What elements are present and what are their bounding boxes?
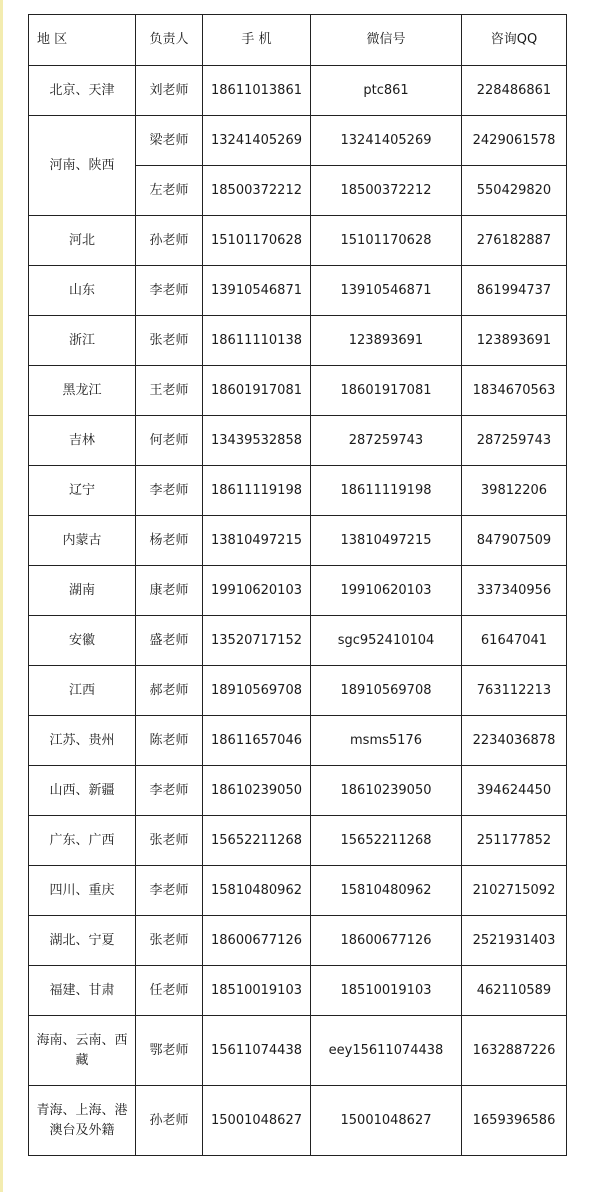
qq-cell: 763112213: [462, 666, 567, 716]
contact-table: [28, 14, 567, 1156]
region-cell: 江苏、贵州: [29, 716, 136, 766]
table-row: [29, 916, 567, 966]
wechat-cell: 18601917081: [311, 366, 462, 416]
table-row: [29, 766, 567, 816]
header-wechat: 微信号: [311, 15, 462, 66]
region-cell: 浙江: [29, 316, 136, 366]
table-row: [29, 216, 567, 266]
phone-cell: 15810480962: [203, 866, 311, 916]
region-cell: 山东: [29, 266, 136, 316]
wechat-cell: 15101170628: [311, 216, 462, 266]
qq-cell: 2521931403: [462, 916, 567, 966]
region-cell: 河北: [29, 216, 136, 266]
phone-cell: 13910546871: [203, 266, 311, 316]
manager-cell: 李老师: [136, 766, 203, 816]
region-cell: 福建、甘肃: [29, 966, 136, 1016]
phone-cell: 15611074438: [203, 1016, 311, 1086]
manager-cell: 李老师: [136, 266, 203, 316]
wechat-cell: eey15611074438: [311, 1016, 462, 1086]
table-row: [29, 116, 567, 166]
wechat-cell: 15652211268: [311, 816, 462, 866]
manager-cell: 郝老师: [136, 666, 203, 716]
header-qq: 咨询QQ: [462, 15, 567, 66]
table-row: [29, 416, 567, 466]
wechat-cell: ptc861: [311, 66, 462, 116]
table-row: [29, 566, 567, 616]
wechat-cell: 123893691: [311, 316, 462, 366]
manager-cell: 康老师: [136, 566, 203, 616]
manager-cell: 孙老师: [136, 1086, 203, 1156]
region-cell: 湖南: [29, 566, 136, 616]
wechat-cell: 15810480962: [311, 866, 462, 916]
table-row: [29, 616, 567, 666]
table-row: [29, 1016, 567, 1086]
phone-cell: 18611657046: [203, 716, 311, 766]
wechat-cell: 18910569708: [311, 666, 462, 716]
phone-cell: 18600677126: [203, 916, 311, 966]
table-row: [29, 516, 567, 566]
table-row: [29, 816, 567, 866]
phone-cell: 18611119198: [203, 466, 311, 516]
table-row: [29, 366, 567, 416]
left-edge-strip: [0, 0, 3, 1192]
manager-cell: 王老师: [136, 366, 203, 416]
wechat-cell: 18610239050: [311, 766, 462, 816]
region-cell: 吉林: [29, 416, 136, 466]
header-phone: 手 机: [203, 15, 311, 66]
table-row: [29, 466, 567, 516]
phone-cell: 18610239050: [203, 766, 311, 816]
region-cell: 江西: [29, 666, 136, 716]
region-cell: 内蒙古: [29, 516, 136, 566]
phone-cell: 13241405269: [203, 116, 311, 166]
phone-cell: 13439532858: [203, 416, 311, 466]
wechat-cell: 19910620103: [311, 566, 462, 616]
qq-cell: 847907509: [462, 516, 567, 566]
region-cell: 海南、云南、西藏: [29, 1016, 136, 1086]
wechat-cell: 13810497215: [311, 516, 462, 566]
qq-cell: 123893691: [462, 316, 567, 366]
manager-cell: 盛老师: [136, 616, 203, 666]
qq-cell: 2102715092: [462, 866, 567, 916]
wechat-cell: sgc952410104: [311, 616, 462, 666]
wechat-cell: 18500372212: [311, 166, 462, 216]
phone-cell: 15001048627: [203, 1086, 311, 1156]
qq-cell: 2429061578: [462, 116, 567, 166]
region-cell: 湖北、宁夏: [29, 916, 136, 966]
header-manager: 负责人: [136, 15, 203, 66]
qq-cell: 1632887226: [462, 1016, 567, 1086]
qq-cell: 1834670563: [462, 366, 567, 416]
wechat-cell: 18611119198: [311, 466, 462, 516]
qq-cell: 550429820: [462, 166, 567, 216]
manager-cell: 任老师: [136, 966, 203, 1016]
table-header-row: [29, 15, 567, 66]
table-row: [29, 266, 567, 316]
wechat-cell: 18510019103: [311, 966, 462, 1016]
qq-cell: 861994737: [462, 266, 567, 316]
manager-cell: 何老师: [136, 416, 203, 466]
manager-cell: 张老师: [136, 916, 203, 966]
manager-cell: 孙老师: [136, 216, 203, 266]
qq-cell: 462110589: [462, 966, 567, 1016]
phone-cell: 18910569708: [203, 666, 311, 716]
qq-cell: 337340956: [462, 566, 567, 616]
region-cell: 辽宁: [29, 466, 136, 516]
manager-cell: 李老师: [136, 466, 203, 516]
manager-cell: 陈老师: [136, 716, 203, 766]
region-cell: 山西、新疆: [29, 766, 136, 816]
manager-cell: 左老师: [136, 166, 203, 216]
manager-cell: 刘老师: [136, 66, 203, 116]
region-cell: 广东、广西: [29, 816, 136, 866]
manager-cell: 鄂老师: [136, 1016, 203, 1086]
wechat-cell: 13910546871: [311, 266, 462, 316]
wechat-cell: 18600677126: [311, 916, 462, 966]
region-cell: 四川、重庆: [29, 866, 136, 916]
table-row: [29, 316, 567, 366]
phone-cell: 19910620103: [203, 566, 311, 616]
wechat-cell: msms5176: [311, 716, 462, 766]
phone-cell: 18510019103: [203, 966, 311, 1016]
manager-cell: 张老师: [136, 816, 203, 866]
qq-cell: 2234036878: [462, 716, 567, 766]
table-row: [29, 666, 567, 716]
manager-cell: 李老师: [136, 866, 203, 916]
qq-cell: 276182887: [462, 216, 567, 266]
region-cell: 安徽: [29, 616, 136, 666]
qq-cell: 251177852: [462, 816, 567, 866]
phone-cell: 18601917081: [203, 366, 311, 416]
qq-cell: 228486861: [462, 66, 567, 116]
qq-cell: 39812206: [462, 466, 567, 516]
region-cell: 黑龙江: [29, 366, 136, 416]
phone-cell: 18611110138: [203, 316, 311, 366]
table-row: [29, 866, 567, 916]
manager-cell: 杨老师: [136, 516, 203, 566]
qq-cell: 61647041: [462, 616, 567, 666]
phone-cell: 18611013861: [203, 66, 311, 116]
phone-cell: 15652211268: [203, 816, 311, 866]
phone-cell: 13520717152: [203, 616, 311, 666]
table-row: [29, 1086, 567, 1156]
qq-cell: 287259743: [462, 416, 567, 466]
wechat-cell: 287259743: [311, 416, 462, 466]
phone-cell: 15101170628: [203, 216, 311, 266]
table-row: [29, 966, 567, 1016]
table-row: [29, 66, 567, 116]
region-cell: 河南、陕西: [29, 116, 136, 216]
region-cell: 青海、上海、港澳台及外籍: [29, 1086, 136, 1156]
qq-cell: 394624450: [462, 766, 567, 816]
manager-cell: 张老师: [136, 316, 203, 366]
wechat-cell: 15001048627: [311, 1086, 462, 1156]
header-region: 地 区: [29, 15, 136, 66]
table-row: [29, 716, 567, 766]
qq-cell: 1659396586: [462, 1086, 567, 1156]
phone-cell: 18500372212: [203, 166, 311, 216]
wechat-cell: 13241405269: [311, 116, 462, 166]
manager-cell: 梁老师: [136, 116, 203, 166]
region-cell: 北京、天津: [29, 66, 136, 116]
phone-cell: 13810497215: [203, 516, 311, 566]
